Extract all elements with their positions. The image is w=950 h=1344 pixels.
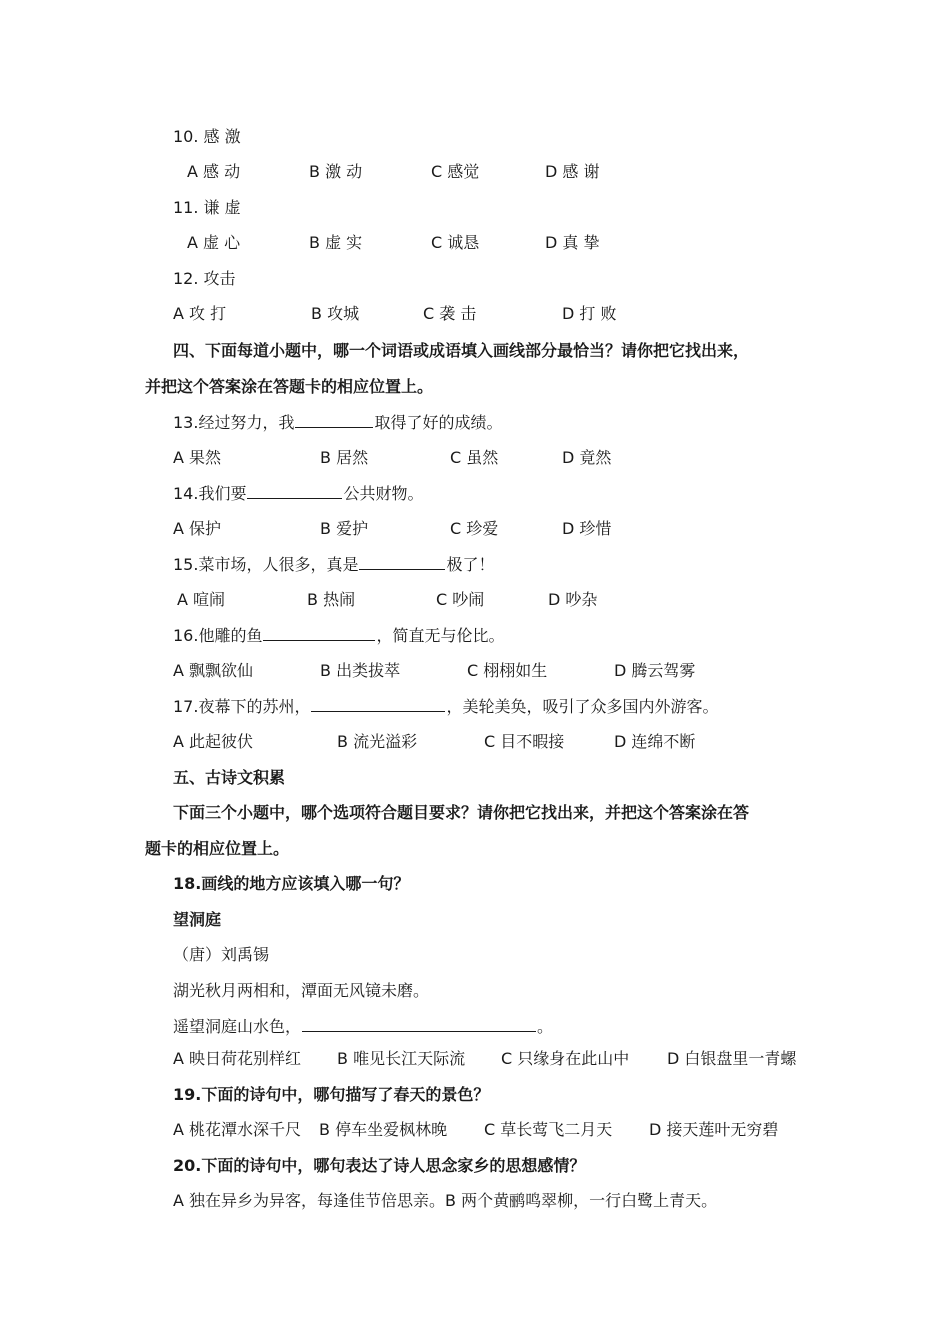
question-15-stem [173, 552, 830, 576]
poem-title: 望洞庭 [173, 910, 222, 929]
option-d: D 珍惜 [562, 519, 612, 538]
option-b: B 唯见长江天际流 [337, 1049, 466, 1068]
question-13-options [173, 446, 830, 470]
answer-blank [247, 481, 342, 499]
question-11-options [173, 231, 830, 255]
option-b: B 热闹 [307, 590, 356, 609]
option-d: D 竟然 [562, 448, 612, 467]
section-5-title: 五、古诗文积累 [173, 768, 286, 787]
question-14-text-before: 14.我们要 [173, 484, 247, 503]
question-17-text-before: 17.夜幕下的苏州， [173, 697, 311, 716]
question-20-options: A 独在异乡为异客，每逢佳节倍思亲。B 两个黄鹂鸣翠柳，一行白鹭上青天。 [173, 1191, 718, 1210]
option-d: D 打 败 [562, 304, 617, 323]
option-c: C 珍爱 [450, 519, 499, 538]
poem-author: （唐）刘禹锡 [173, 945, 270, 964]
option-c: C 只缘身在此山中 [501, 1049, 630, 1068]
option-a: A 喧闹 [177, 590, 226, 609]
option-b: B 激 动 [309, 162, 363, 181]
option-a: A 果然 [173, 448, 222, 467]
poem-verse-2-after: 。 [537, 1017, 554, 1036]
question-16-options [173, 659, 830, 683]
option-d: D 白银盘里一青螺 [667, 1049, 797, 1068]
question-20-stem: 20.下面的诗句中，哪句表达了诗人思念家乡的思想感情？ [173, 1156, 586, 1175]
section-4-instruction-line-1: 四、下面每道小题中，哪一个词语或成语填入画线部分最恰当？请你把它找出来， [173, 341, 750, 360]
question-19-stem: 19.下面的诗句中，哪句描写了春天的景色？ [173, 1085, 490, 1104]
answer-blank [359, 552, 445, 570]
answer-blank [311, 694, 445, 712]
option-c: C 吵闹 [436, 590, 485, 609]
question-14-text-after: 公共财物。 [343, 484, 424, 503]
option-d: D 吵杂 [548, 590, 598, 609]
question-16-text-before: 16.他雕的鱼 [173, 626, 263, 645]
question-10-options [173, 160, 830, 184]
answer-blank [295, 410, 373, 428]
option-c: C 袭 击 [423, 304, 477, 323]
question-15-text-before: 15.菜市场，人很多，真是 [173, 555, 359, 574]
question-13-stem [173, 410, 830, 434]
option-b: B 出类拔萃 [320, 661, 401, 680]
option-a: A 虚 心 [187, 233, 241, 252]
option-b: B 攻城 [311, 304, 360, 323]
question-11-stem: 11. 谦 虚 [173, 198, 241, 217]
question-15-text-after: 极了！ [446, 555, 495, 574]
option-a: A 映日荷花别样红 [173, 1049, 302, 1068]
answer-blank [302, 1014, 536, 1032]
option-c: C 草长莺飞二月天 [484, 1120, 613, 1139]
option-b: B 流光溢彩 [337, 732, 418, 751]
option-b: B 爱护 [320, 519, 369, 538]
option-a: A 保护 [173, 519, 222, 538]
question-18-options [173, 1047, 830, 1071]
option-b: B 居然 [320, 448, 369, 467]
option-d: D 真 挚 [545, 233, 600, 252]
question-16-text-after: ，简直无与伦比。 [376, 626, 505, 645]
option-b: B 停车坐爱枫林晚 [319, 1120, 448, 1139]
option-a: A 桃花潭水深千尺 [173, 1120, 302, 1139]
question-17-options [173, 730, 830, 754]
option-c: C 虽然 [450, 448, 499, 467]
question-14-stem [173, 481, 830, 505]
question-12-options [173, 302, 830, 326]
option-d: D 接天莲叶无穷碧 [649, 1120, 779, 1139]
question-17-text-after: ，美轮美奂，吸引了众多国内外游客。 [446, 697, 719, 716]
option-a: A 攻 打 [173, 304, 227, 323]
question-16-stem [173, 623, 830, 647]
option-d: D 连绵不断 [614, 732, 696, 751]
option-c: C 感觉 [431, 162, 480, 181]
question-12-stem: 12. 攻击 [173, 269, 236, 288]
question-19-options [173, 1118, 830, 1142]
option-b: B 虚 实 [309, 233, 363, 252]
question-13-text-after: 取得了好的成绩。 [374, 413, 503, 432]
option-a: A 飘飘欲仙 [173, 661, 254, 680]
option-d: D 腾云驾雾 [614, 661, 696, 680]
question-13-text-before: 13.经过努力，我 [173, 413, 295, 432]
poem-verse-2 [173, 1014, 830, 1038]
option-a: A 感 动 [187, 162, 241, 181]
option-d: D 感 谢 [545, 162, 600, 181]
question-15-options [173, 588, 830, 612]
option-a: A 此起彼伏 [173, 732, 254, 751]
poem-verse-1: 湖光秋月两相和，潭面无风镜未磨。 [173, 981, 430, 1000]
answer-blank [263, 623, 375, 641]
question-14-options [173, 517, 830, 541]
poem-verse-2-before: 遥望洞庭山水色， [173, 1017, 302, 1036]
section-4-instruction-line-2: 并把这个答案涂在答题卡的相应位置上。 [145, 377, 434, 396]
option-c: C 目不暇接 [484, 732, 565, 751]
section-5-instruction-line-1: 下面三个小题中，哪个选项符合题目要求？请你把它找出来，并把这个答案涂在答 [173, 803, 750, 822]
option-c: C 诚恳 [431, 233, 480, 252]
question-10-stem: 10. 感 激 [173, 127, 241, 146]
section-5-instruction-line-2: 题卡的相应位置上。 [145, 839, 290, 858]
option-c: C 栩栩如生 [467, 661, 548, 680]
question-18-stem: 18.画线的地方应该填入哪一句？ [173, 874, 410, 893]
question-17-stem [173, 694, 830, 718]
